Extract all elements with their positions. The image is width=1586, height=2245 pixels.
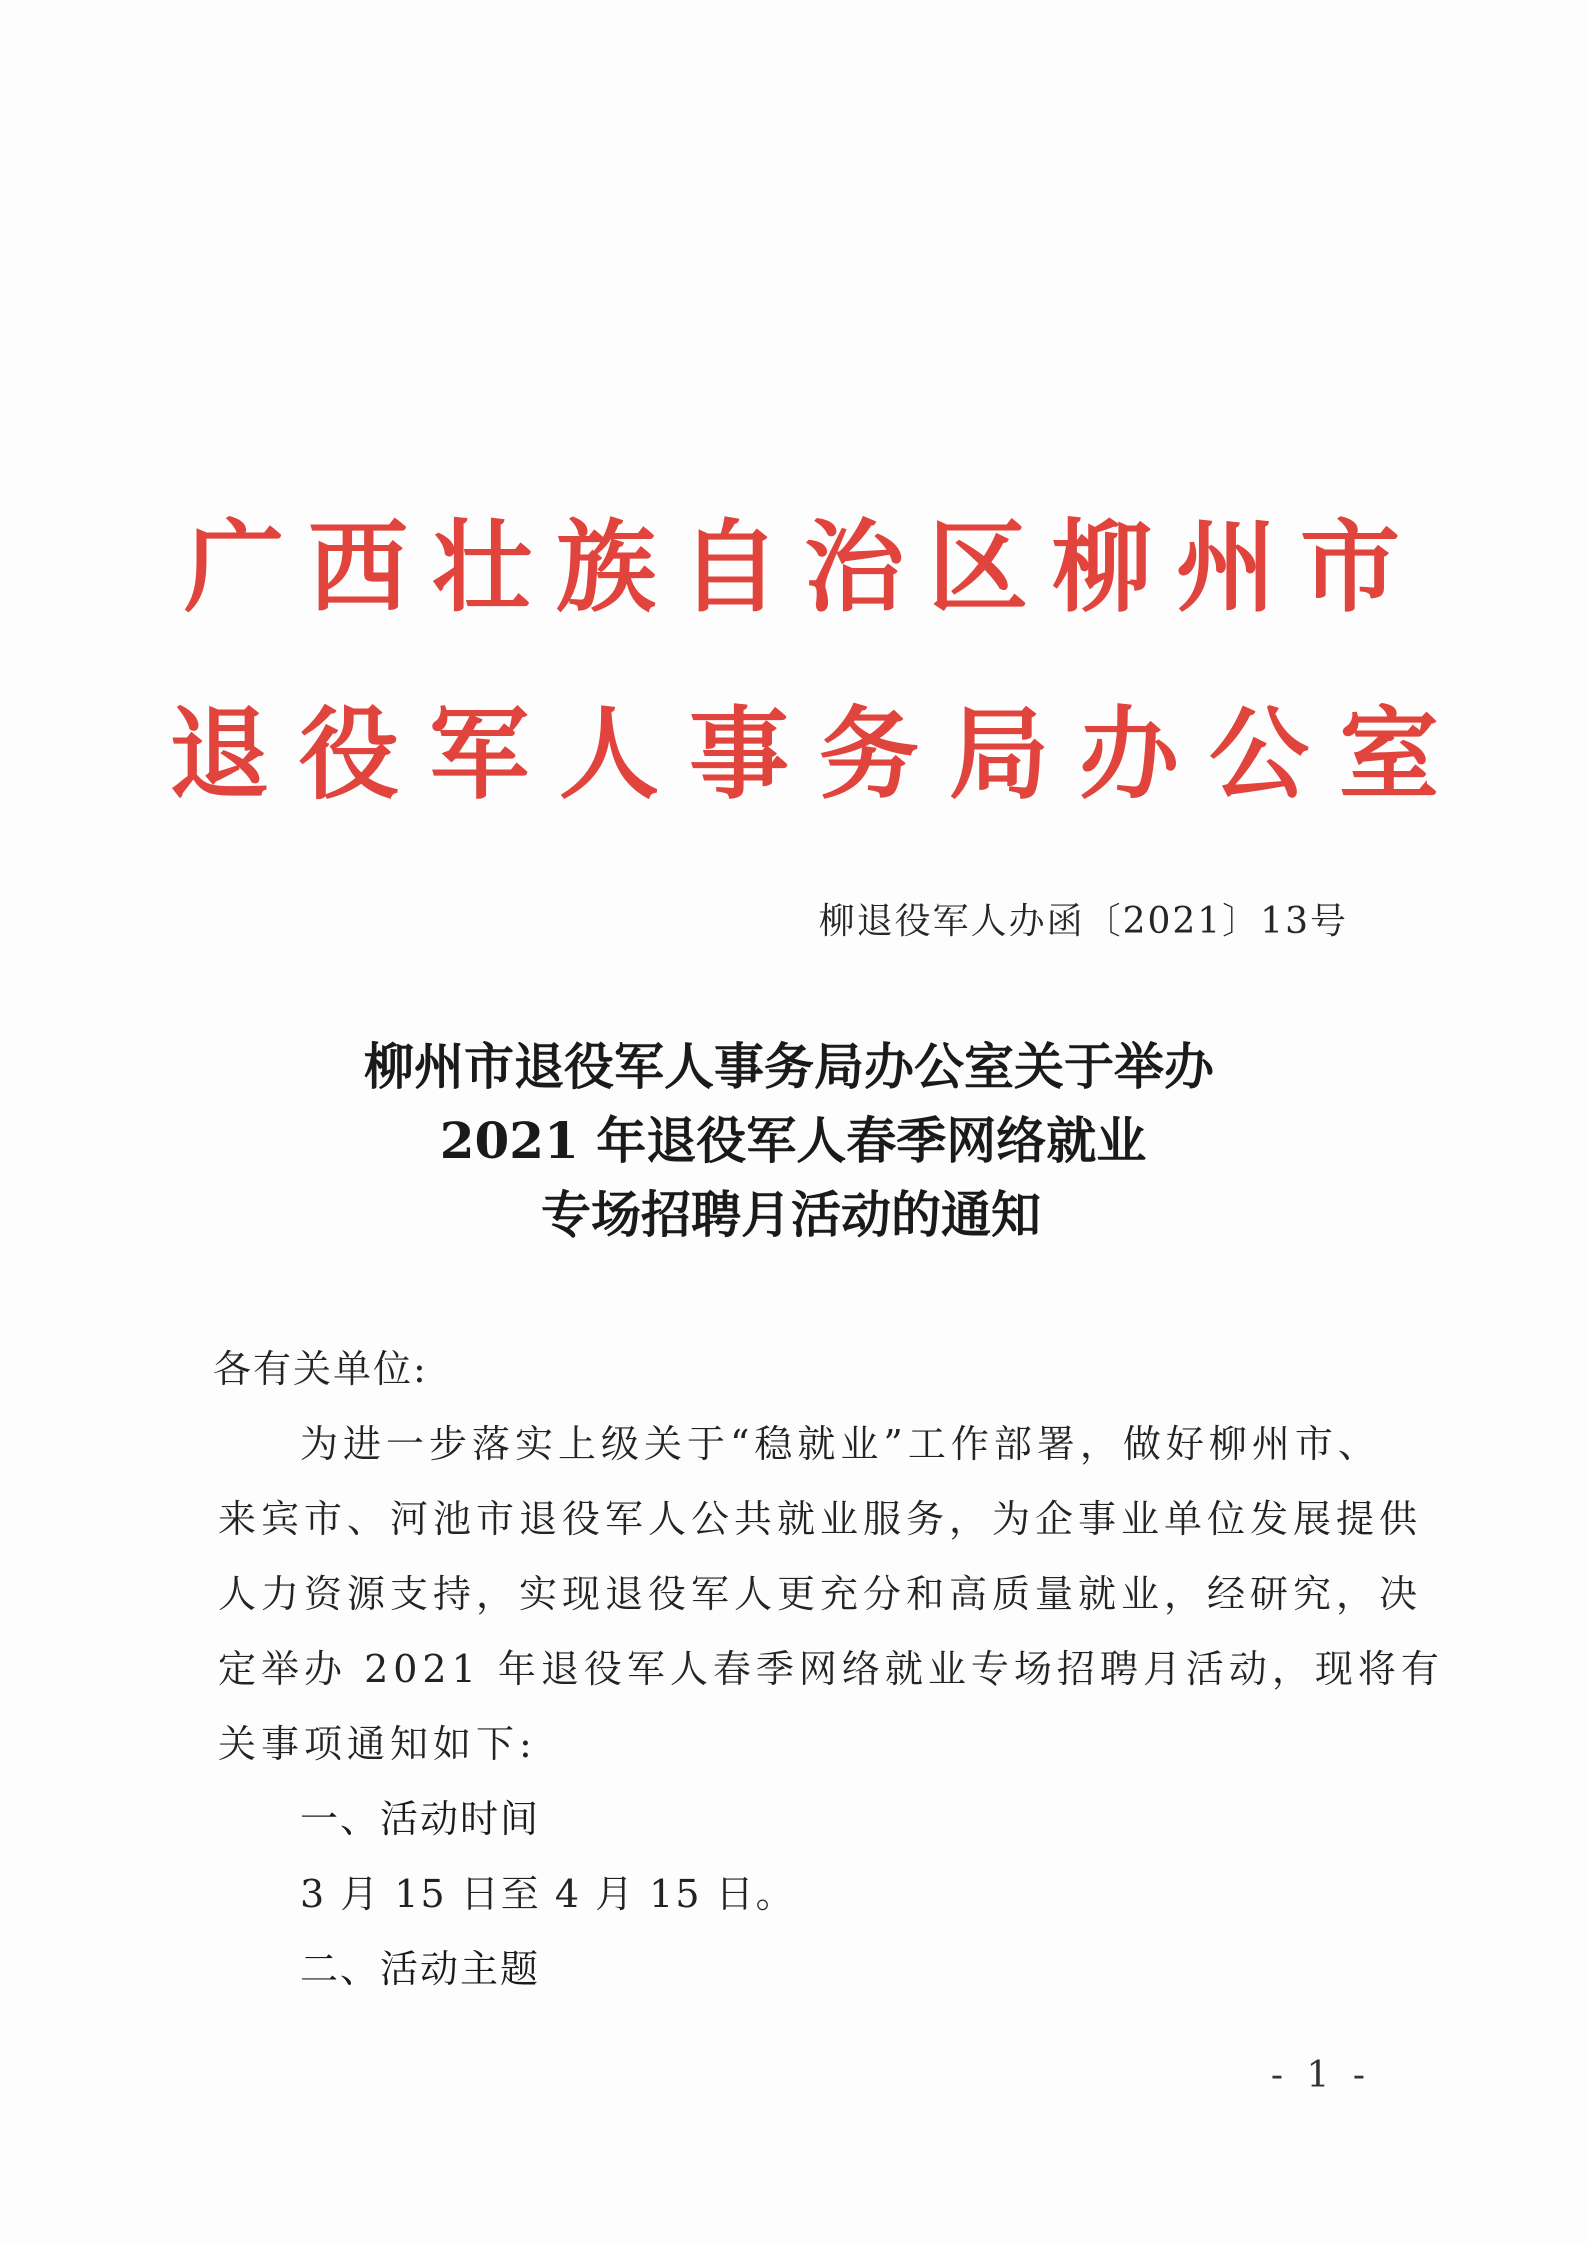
intro-paragraph-line-1: 为进一步落实上级关于“稳就业”工作部署，做好柳州市、 (300, 1422, 1381, 1466)
intro-paragraph-line-2: 来宾市、河池市退役军人公共就业服务，为企事业单位发展提供 (218, 1497, 1423, 1541)
document-title-line-1: 柳州市退役军人事务局办公室关于举办 (364, 1037, 1214, 1096)
section-heading-activity-time: 一、活动时间 (300, 1797, 541, 1841)
issuer-header-line-2: 退役军人事务局办公室 (169, 696, 1469, 813)
intro-paragraph-line-5: 关事项通知如下: (218, 1722, 537, 1766)
page-number: - 1 - (1270, 2055, 1371, 2096)
issuer-header-line-1: 广西壮族自治区柳州市 (184, 509, 1424, 626)
salutation: 各有关单位: (213, 1347, 428, 1391)
section-content-activity-time: 3 月 15 日至 4 月 15 日。 (300, 1872, 796, 1916)
document-title-line-2: 2021 年退役军人春季网络就业 (439, 1111, 1147, 1170)
intro-paragraph-line-3: 人力资源支持，实现退役军人更充分和高质量就业，经研究，决 (218, 1572, 1423, 1616)
document-number: 柳退役军人办函〔2021〕13号 (818, 901, 1348, 942)
intro-paragraph-line-4: 定举办 2021 年退役军人春季网络就业专场招聘月活动，现将有 (218, 1647, 1444, 1691)
document-title-line-3: 专场招聘月活动的通知 (541, 1185, 1041, 1244)
section-heading-activity-theme: 二、活动主题 (300, 1947, 541, 1991)
